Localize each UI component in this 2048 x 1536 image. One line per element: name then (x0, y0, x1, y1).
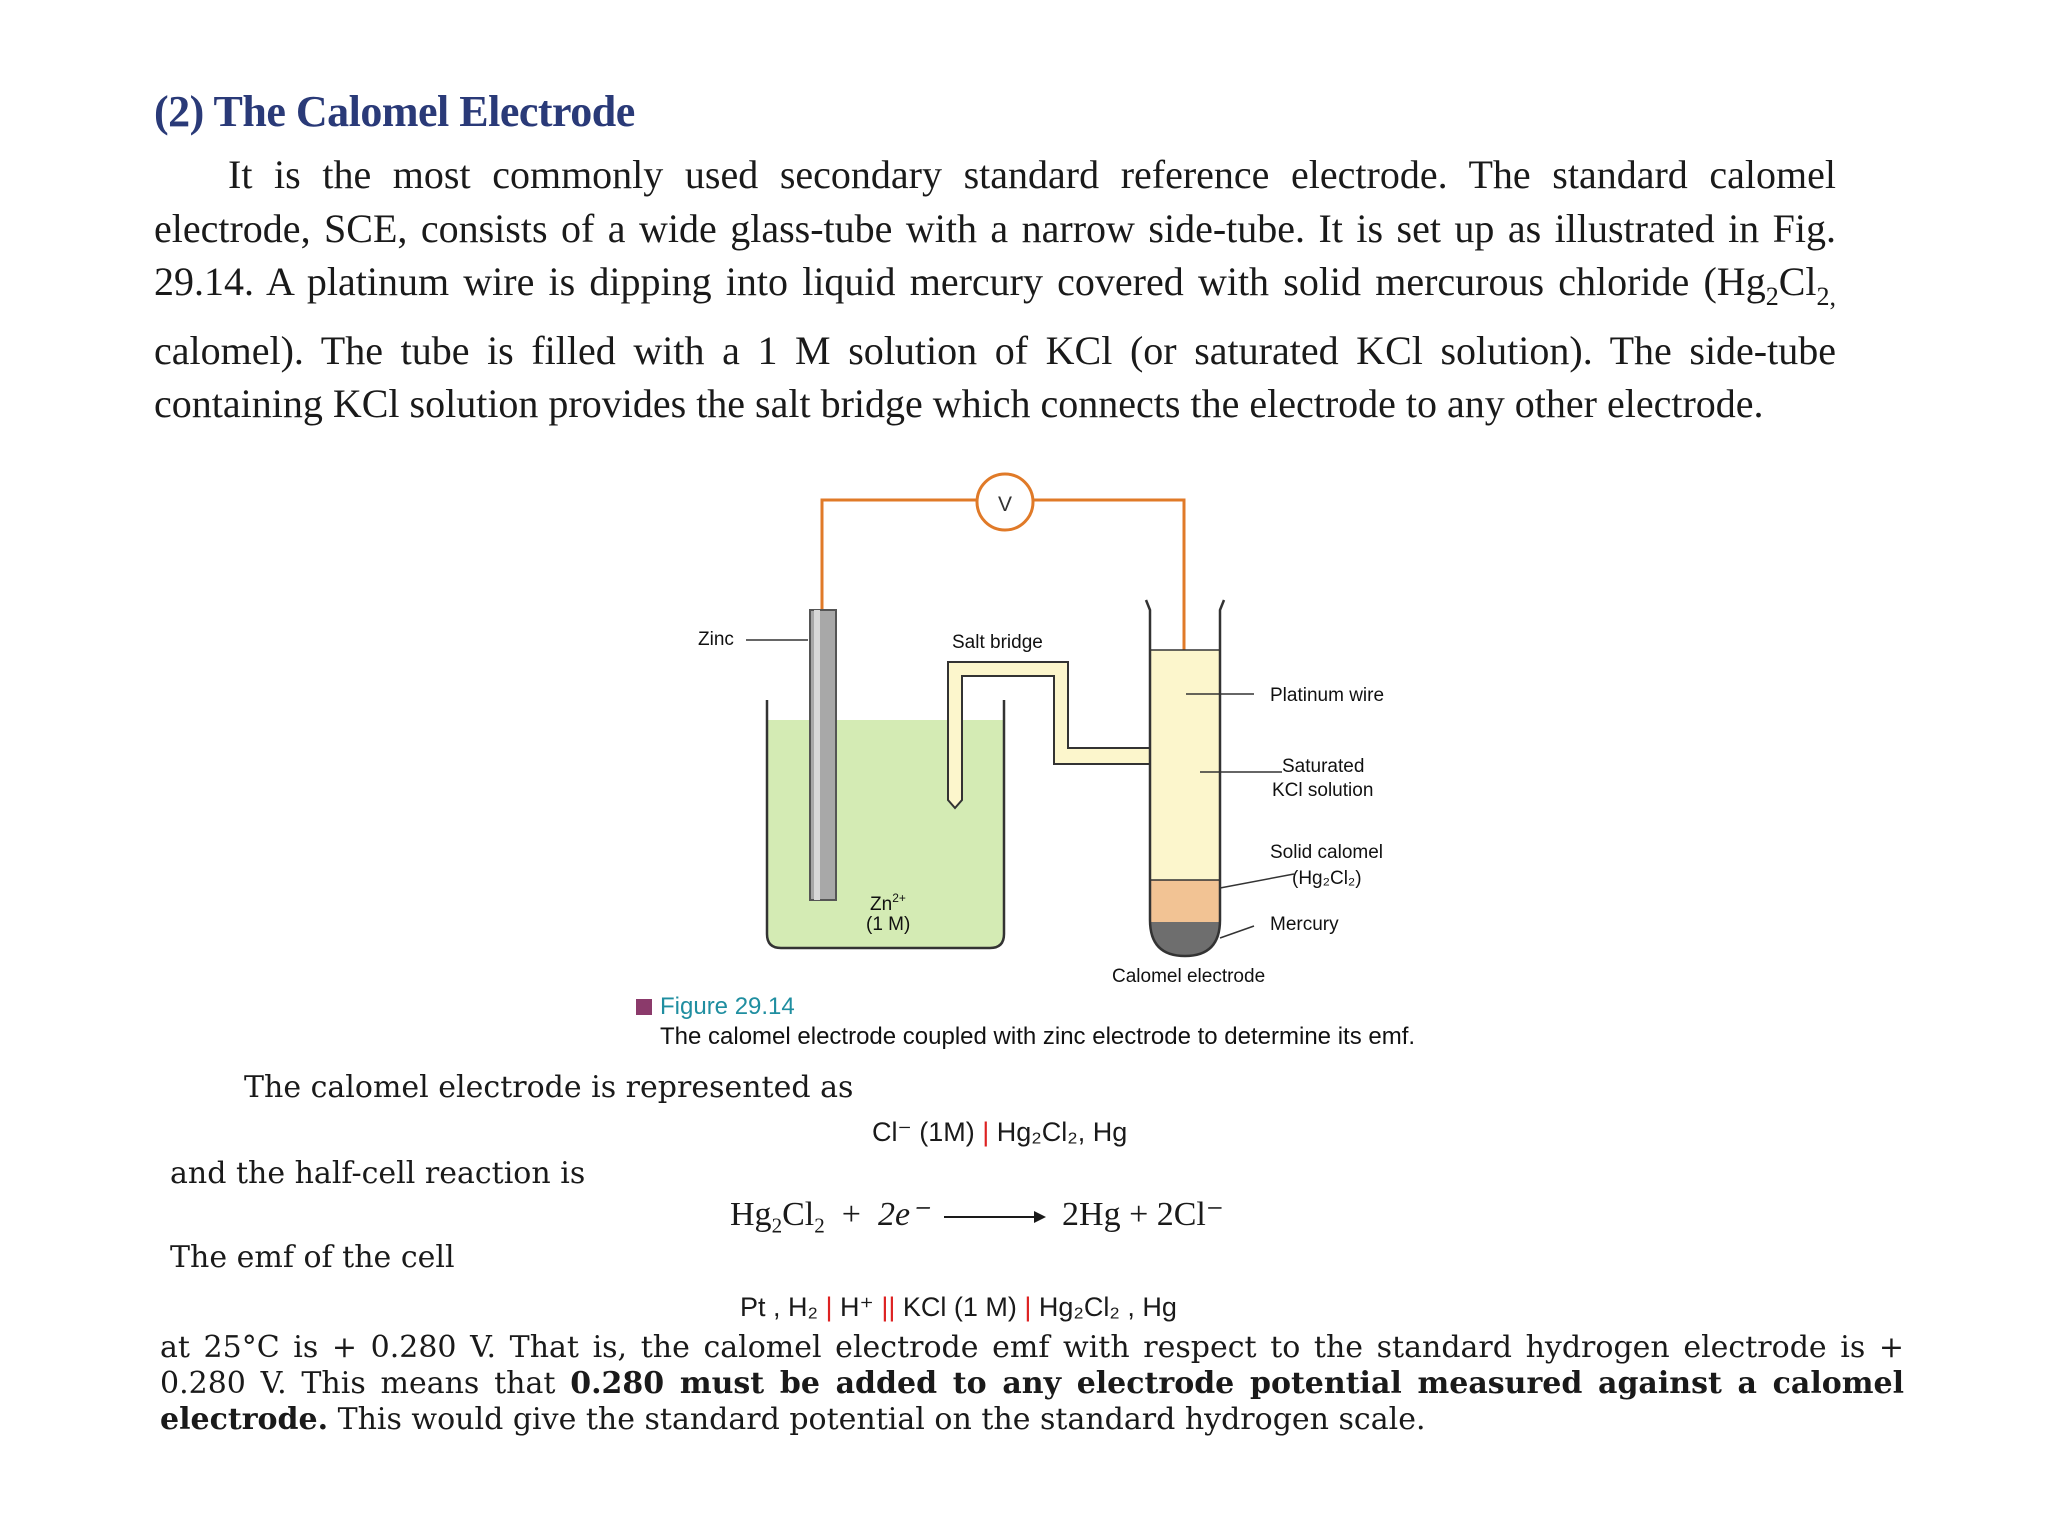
figure-label: Figure 29.14 (660, 993, 795, 1020)
calomel-tube (1146, 600, 1224, 956)
calomel-electrode-label: Calomel electrode (1112, 966, 1266, 987)
salt-bridge-label: Salt bridge (952, 632, 1043, 653)
figure-caption (636, 992, 1415, 1052)
kcl-label-line1: Saturated (1282, 756, 1365, 777)
half-cell-equation: $Hg_2Cl_2 + 2e^-$ 2Hg + 2Cl⁻ (730, 1196, 1224, 1238)
zinc-rod (810, 610, 836, 900)
conclusion-paragraph: at 25°C is + 0.280 V. That is, the calomel electrode emf with respect to the standard hydrogen electrode is + 0.280 V. This means that 0.280 must be added to any electrode potential measured against a calomel electrode. This would give the standard potential on the standard hydrogen scale. (160, 1330, 1904, 1437)
emf-line: The emf of the cell (170, 1240, 455, 1275)
platinum-wire-label: Platinum wire (1270, 685, 1385, 706)
reaction-arrow (940, 1207, 1050, 1227)
half-cell-line: and the half-cell reaction is (170, 1156, 586, 1191)
figure-description: The calomel electrode coupled with zinc electrode to determine its emf. (660, 1023, 1416, 1050)
calomel-label-line2: (Hg₂Cl₂) (1292, 868, 1362, 889)
cell-notation: Pt , H₂ | H⁺ || KCl (1 M) | Hg₂Cl₂ , Hg (740, 1292, 1177, 1322)
zinc-ion-label: $Zn^{2+}$ (870, 891, 906, 915)
body-paragraph: It is the most commonly used secondary standard reference electrode. The standard calomel electrode, SCE, consists of a wide glass-tube with a narrow side-tube. It is set up as illustrated in Fig. 29.14. A platinum wire is dipping into liquid mercury covered with solid mercurous chloride ($Hg_2Cl_{2,}$ calomel). The tube is filled with a 1 M solution of KCl (or saturated KCl solution). The side-tube containing KCl solution provides the salt bridge which connects the electrode to any other electrode. (154, 152, 1836, 426)
section-heading: (2) The Calomel Electrode (154, 87, 635, 136)
mercury-label: Mercury (1270, 914, 1339, 935)
calomel-label-line1: Solid calomel (1270, 842, 1383, 863)
caption-marker (636, 999, 652, 1015)
zinc-ion-concentration: (1 M) (866, 914, 911, 935)
zinc-label: Zinc (698, 629, 734, 650)
svg-text:V: V (997, 493, 1013, 516)
kcl-label-line2: KCl solution (1272, 780, 1374, 801)
representation-equation: Cl⁻ (1M) | Hg₂Cl₂, Hg (872, 1117, 1128, 1147)
represented-line: The calomel electrode is represented as (244, 1070, 854, 1105)
voltmeter (977, 474, 1033, 530)
